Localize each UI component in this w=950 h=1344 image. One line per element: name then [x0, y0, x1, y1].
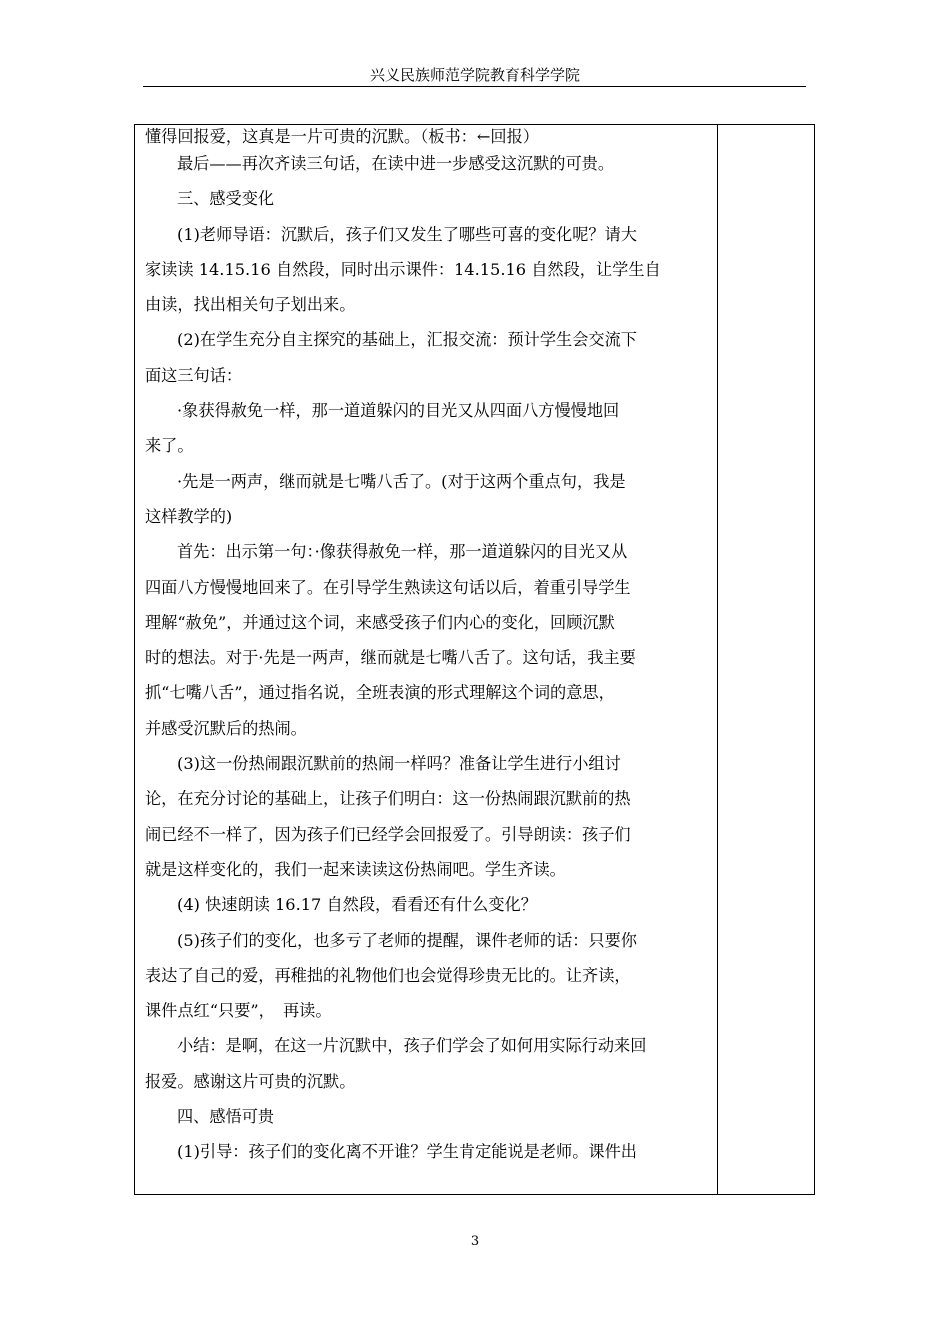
- text-line: (2)在学生充分自主探究的基础上，汇报交流：预计学生会交流下: [177, 330, 637, 350]
- text-line: 家读读 14.15.16 自然段，同时出示课件：14.15.16 自然段，让学生自: [145, 259, 661, 279]
- text-line: 闹已经不一样了，因为孩子们已经学会回报爱了。引导朗读：孩子们: [145, 824, 631, 844]
- text-line: (1)引导：孩子们的变化离不开谁？学生肯定能说是老师。课件出: [177, 1142, 637, 1162]
- text-line: 就是这样变化的，我们一起来读读这份热闹吧。学生齐读。: [145, 859, 566, 879]
- text-line: (4) 快速朗读 16.17 自然段，看看还有什么变化？: [177, 895, 537, 915]
- text-line: 懂得回报爱，这真是一片可贵的沉默。（板书：←回报）: [145, 127, 539, 146]
- text-line: (1)老师导语：沉默后，孩子们又发生了哪些可喜的变化呢？请大: [177, 224, 637, 244]
- lesson-plan-table: [134, 124, 815, 1195]
- text-line: 由读，找出相关句子划出来。: [145, 295, 356, 315]
- text-line: 时的想法。对于·先是一两声，继而就是七嘴八舌了。这句话，我主要: [145, 648, 636, 668]
- text-line: 面这三句话：: [145, 365, 243, 385]
- document-header-title: 兴义民族师范学院教育科学学院: [369, 66, 580, 84]
- table-column-divider: [717, 125, 718, 1194]
- text-line: 小结：是啊，在这一片沉默中，孩子们学会了如何用实际行动来回: [177, 1036, 647, 1056]
- header-divider: [143, 86, 806, 87]
- text-line: 抓“七嘴八舌”，通过指名说，全班表演的形式理解这个词的意思，: [145, 683, 615, 703]
- text-line: 最后——再次齐读三句话，在读中进一步感受这沉默的可贵。: [177, 154, 615, 173]
- text-line: ·象获得赦免一样，那一道道躲闪的目光又从四面八方慢慢地回: [177, 401, 620, 421]
- text-line: 报爱。感谢这片可贵的沉默。: [145, 1071, 356, 1091]
- text-line: 这样教学的): [145, 506, 233, 526]
- section-heading: 四、感悟可贵: [177, 1107, 275, 1127]
- section-heading: 三、感受变化: [177, 189, 275, 209]
- text-line: ·先是一两声，继而就是七嘴八舌了。(对于这两个重点句，我是: [177, 471, 626, 491]
- text-line: 课件点红“只要”， 再读。: [145, 1001, 332, 1021]
- text-line: 理解“赦免”，并通过这个词，来感受孩子们内心的变化，回顾沉默: [145, 612, 615, 632]
- text-line: (5)孩子们的变化，也多亏了老师的提醒，课件老师的话：只要你: [177, 930, 637, 950]
- text-line: 并感受沉默后的热闹。: [145, 718, 307, 738]
- text-line: 来了。: [145, 436, 194, 456]
- lesson-content-cell: [145, 125, 713, 1175]
- text-line: 表达了自己的爱，再稚拙的礼物他们也会觉得珍贵无比的。让齐读，: [145, 965, 631, 985]
- page-number: 3: [470, 1234, 480, 1249]
- text-line: 首先：出示第一句：·像获得赦免一样，那一道道躲闪的目光又从: [177, 542, 628, 562]
- text-line: 论，在充分讨论的基础上，让孩子们明白：这一份热闹跟沉默前的热: [145, 789, 631, 809]
- text-line: 四面八方慢慢地回来了。在引导学生熟读这句话以后，着重引导学生: [145, 577, 631, 597]
- text-line: (3)这一份热闹跟沉默前的热闹一样吗？准备让学生进行小组讨: [177, 754, 621, 774]
